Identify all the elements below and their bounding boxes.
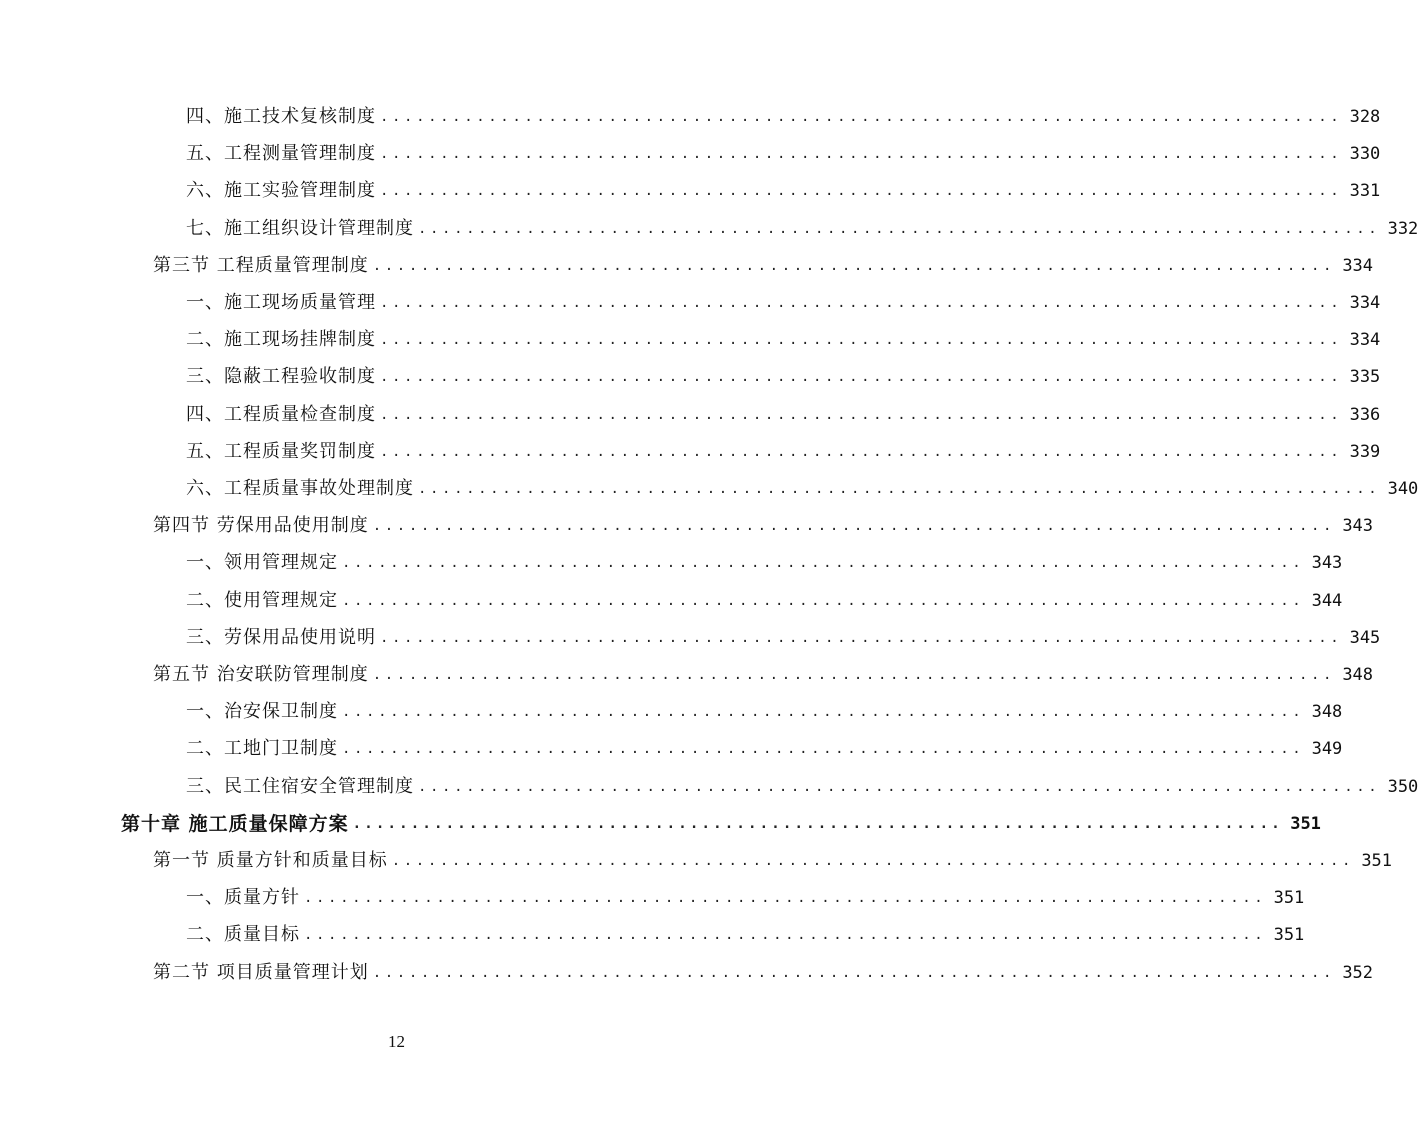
toc-subsection-entry [186, 174, 1381, 208]
toc-dot-leader: ................................................................................ [372, 258, 1336, 274]
toc-page-number: 348 [1342, 665, 1374, 685]
toc-page-number: 340 [1387, 479, 1418, 499]
toc-page-number: 336 [1349, 405, 1381, 425]
toc-entry-title: 二、质量目标 [186, 924, 300, 945]
toc-entry-title: 二、工地门卫制度 [186, 738, 338, 759]
toc-entry-title: 三、劳保用品使用说明 [186, 627, 376, 648]
toc-dot-leader: ................................................................................ [380, 146, 1343, 162]
toc-dot-leader: ................................................................................ [380, 444, 1343, 460]
toc-entry-title: 四、工程质量检查制度 [186, 404, 376, 425]
toc-entry-title: 六、施工实验管理制度 [186, 180, 376, 201]
toc-dot-leader: ................................................................................ [418, 779, 1381, 795]
toc-section-entry [153, 844, 1393, 878]
toc-entry-title: 四、施工技术复核制度 [186, 106, 376, 127]
toc-page-number: 351 [1361, 851, 1393, 871]
toc-dot-leader: ................................................................................ [391, 853, 1355, 869]
toc-subsection-entry [186, 770, 1418, 804]
toc-entry-title: 五、工程质量奖罚制度 [186, 441, 376, 462]
toc-entry-title: 第一节 质量方针和质量目标 [153, 850, 388, 871]
toc-page-number: 334 [1349, 293, 1381, 313]
toc-entry-title: 七、施工组织设计管理制度 [186, 218, 414, 239]
toc-entry-title: 第二节 项目质量管理计划 [153, 962, 369, 983]
toc-section-entry [153, 509, 1374, 543]
toc-entry-title: 第五节 治安联防管理制度 [153, 664, 369, 685]
toc-entry-title: 二、使用管理规定 [186, 590, 338, 611]
toc-subsection-entry [186, 398, 1381, 432]
toc-dot-leader: ................................................................................ [380, 183, 1343, 199]
toc-page-number: 351 [1273, 888, 1305, 908]
toc-page-number: 330 [1349, 144, 1381, 164]
toc-page-number: 331 [1349, 181, 1381, 201]
toc-section-entry [153, 658, 1374, 692]
toc-chapter-entry [121, 807, 1321, 841]
toc-page-number: 351 [1273, 925, 1305, 945]
toc-subsection-entry [186, 360, 1381, 394]
toc-subsection-entry [186, 584, 1343, 618]
toc-subsection-entry [186, 695, 1343, 729]
toc-subsection-entry [186, 435, 1381, 469]
toc-dot-leader: ................................................................................ [304, 927, 1267, 943]
toc-page-number: 351 [1290, 814, 1321, 834]
toc-subsection-entry [186, 100, 1381, 134]
toc-entry-title: 五、工程测量管理制度 [186, 143, 376, 164]
toc-dot-leader: ................................................................................ [380, 630, 1343, 646]
toc-entry-title: 六、工程质量事故处理制度 [186, 478, 414, 499]
toc-subsection-entry [186, 732, 1343, 766]
toc-dot-leader: ................................................................................ [380, 109, 1343, 125]
toc-dot-leader: ................................................................................ [342, 741, 1305, 757]
toc-page-number: 335 [1349, 367, 1381, 387]
toc-subsection-entry [186, 918, 1305, 952]
toc-section-entry [153, 249, 1374, 283]
toc-entry-title: 一、质量方针 [186, 887, 300, 908]
toc-page-number: 328 [1349, 107, 1381, 127]
toc-dot-leader: ................................................................................ [380, 407, 1343, 423]
toc-page-number: 339 [1349, 442, 1381, 462]
toc-page-number: 343 [1342, 516, 1374, 536]
toc-dot-leader: ................................................................................ [380, 369, 1343, 385]
toc-page-number: 350 [1387, 777, 1418, 797]
toc-dot-leader: ................................................................................ [380, 332, 1343, 348]
toc-page-number: 349 [1311, 739, 1343, 759]
toc-page-number: 332 [1387, 219, 1418, 239]
toc-subsection-entry [186, 546, 1343, 580]
toc-dot-leader: ................................................................................ [352, 816, 1283, 832]
toc-dot-leader: ................................................................................ [342, 593, 1305, 609]
toc-page-number: 345 [1349, 628, 1381, 648]
toc-dot-leader: ................................................................................ [418, 481, 1381, 497]
toc-entry-title: 第三节 工程质量管理制度 [153, 255, 369, 276]
page-number: 12 [388, 1032, 405, 1051]
toc-subsection-entry [186, 881, 1305, 915]
toc-entry-title: 第四节 劳保用品使用制度 [153, 515, 369, 536]
toc-entry-title: 三、隐蔽工程验收制度 [186, 366, 376, 387]
toc-subsection-entry [186, 323, 1381, 357]
toc-page-number: 343 [1311, 553, 1343, 573]
toc-page-number: 352 [1342, 963, 1374, 983]
toc-subsection-entry [186, 137, 1381, 171]
toc-page-number: 344 [1311, 591, 1343, 611]
toc-dot-leader: ................................................................................ [342, 704, 1305, 720]
toc-subsection-entry [186, 286, 1381, 320]
toc-dot-leader: ................................................................................ [372, 518, 1336, 534]
toc-entry-title: 一、领用管理规定 [186, 552, 338, 573]
toc-dot-leader: ................................................................................ [380, 295, 1343, 311]
toc-dot-leader: ................................................................................ [418, 221, 1381, 237]
toc-page-number: 348 [1311, 702, 1343, 722]
toc-dot-leader: ................................................................................ [304, 890, 1267, 906]
toc-entry-title: 三、民工住宿安全管理制度 [186, 776, 414, 797]
toc-dot-leader: ................................................................................ [372, 667, 1336, 683]
toc-page-number: 334 [1349, 330, 1381, 350]
toc-section-entry [153, 956, 1374, 990]
toc-subsection-entry [186, 212, 1418, 246]
toc-subsection-entry [186, 621, 1381, 655]
toc-dot-leader: ................................................................................ [372, 965, 1336, 981]
toc-entry-title: 二、施工现场挂牌制度 [186, 329, 376, 350]
toc-entry-title: 一、施工现场质量管理 [186, 292, 376, 313]
toc-entry-title: 第十章 施工质量保障方案 [121, 813, 349, 835]
toc-entry-title: 一、治安保卫制度 [186, 701, 338, 722]
toc-page-number: 334 [1342, 256, 1374, 276]
toc-subsection-entry [186, 472, 1418, 506]
toc-dot-leader: ................................................................................ [342, 555, 1305, 571]
